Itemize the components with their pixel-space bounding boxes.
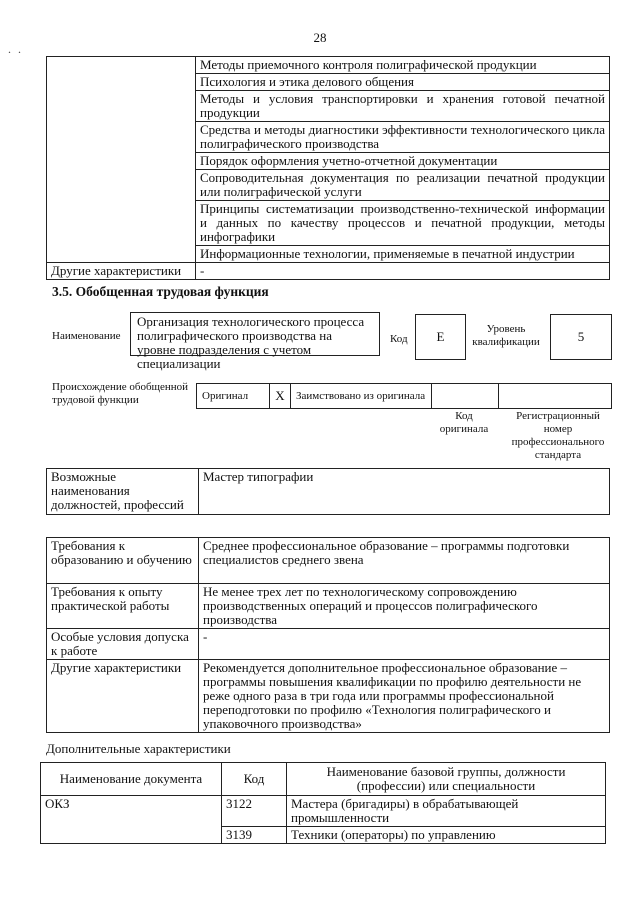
group-name-cell: Техники (операторы) по управлению bbox=[287, 827, 606, 844]
origin-borrowed-cell: Заимствовано из оригинала bbox=[291, 384, 432, 409]
positions-table bbox=[46, 468, 610, 515]
knowledge-row: Средства и методы диагностики эффективности технологического цикла полиграфического производства bbox=[196, 122, 610, 153]
knowledge-row: Порядок оформления учетно-отчетной документации bbox=[196, 153, 610, 170]
origin-mark-cell: X bbox=[270, 384, 291, 409]
origin-code-caption: Код оригинала bbox=[439, 410, 489, 435]
top-knowledge-table bbox=[46, 56, 610, 280]
section-title: 3.5. Обобщенная трудовая функция bbox=[52, 284, 269, 299]
level-value-box: 5 bbox=[550, 314, 612, 360]
code-value-box: E bbox=[415, 314, 466, 360]
other-characteristics-value: - bbox=[196, 263, 610, 280]
extra-characteristics-table bbox=[40, 762, 606, 844]
origin-original-cell: Оригинал bbox=[197, 384, 270, 409]
requirement-label: Другие характеристики bbox=[47, 660, 199, 733]
origin-code-cell bbox=[432, 384, 499, 409]
group-name-cell: Мастера (бригадиры) в обрабатывающей промышленности bbox=[287, 796, 606, 827]
requirement-value: - bbox=[199, 629, 610, 660]
origin-label: Происхождение обобщенной трудовой функции bbox=[52, 381, 189, 406]
knowledge-row: Принципы систематизации производственно-технической информации и данных по качеству процессов и печатной продукции, методы инфографики bbox=[196, 201, 610, 246]
requirement-value: Не менее трех лет по технологическому сопровождению производственных операций и процессов полиграфического производства bbox=[199, 584, 610, 629]
knowledge-row: Информационные технологии, применяемые в печатной индустрии bbox=[196, 246, 610, 263]
header-code: Код bbox=[222, 763, 287, 796]
extra-characteristics-title: Дополнительные характеристики bbox=[46, 741, 231, 756]
code-cell: 3139 bbox=[222, 827, 287, 844]
requirement-value: Среднее профессиональное образование – программы подготовки специалистов среднего звена bbox=[199, 538, 610, 584]
knowledge-row: Методы и условия транспортировки и хранения готовой печатной продукции bbox=[196, 91, 610, 122]
code-cell: 3122 bbox=[222, 796, 287, 827]
requirement-label: Требования к опыту практической работы bbox=[47, 584, 199, 629]
knowledge-row: Сопроводительная документация по реализации печатной продукции или полиграфической услуги bbox=[196, 170, 610, 201]
knowledge-row: Психология и этика делового общения bbox=[196, 74, 610, 91]
positions-label: Возможные наименования должностей, профессий bbox=[47, 469, 199, 515]
knowledge-row: Методы приемочного контроля полиграфической продукции bbox=[196, 57, 610, 74]
origin-reg-cell bbox=[499, 384, 612, 409]
empty-left-cell bbox=[47, 57, 196, 263]
function-name-box: Организация технологического процесса полиграфического производства на уровне подразделения с учетом специализации bbox=[130, 312, 380, 356]
other-characteristics-label: Другие характеристики bbox=[47, 263, 196, 280]
page-number: 28 bbox=[313, 30, 327, 45]
origin-reg-caption: Регистрационный номер профессионального стандарта bbox=[511, 410, 605, 461]
requirement-label: Требования к образованию и обучению bbox=[47, 538, 199, 584]
code-label: Код bbox=[390, 333, 408, 345]
origin-table bbox=[196, 383, 612, 409]
doc-cell: ОКЗ bbox=[41, 796, 222, 844]
requirement-value: Рекомендуется дополнительное профессиональное образование – программы повышения квалификации по профилю деятельности не реже одного раза в три года или программы профессиональной переподготовки по профилю «Технология полиграфического и упаковочного производства» bbox=[199, 660, 610, 733]
requirements-table bbox=[46, 537, 610, 733]
header-document: Наименование документа bbox=[41, 763, 222, 796]
scan-marks: . . bbox=[8, 42, 23, 56]
positions-value: Мастер типографии bbox=[199, 469, 610, 515]
header-group-name: Наименование базовой группы, должности (профессии) или специальности bbox=[287, 763, 606, 796]
name-label: Наименование bbox=[52, 330, 121, 342]
requirement-label: Особые условия допуска к работе bbox=[47, 629, 199, 660]
level-label: Уровень квалификации bbox=[472, 323, 540, 348]
